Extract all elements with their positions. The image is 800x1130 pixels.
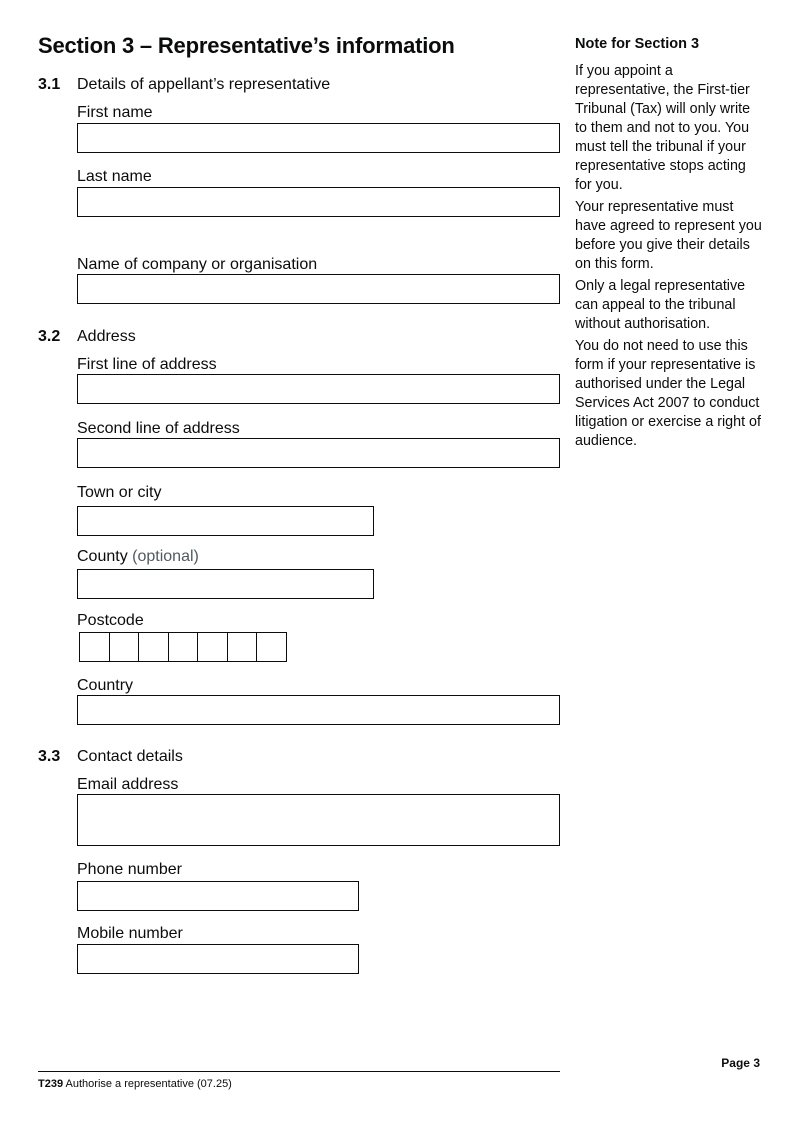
country-field[interactable] [77, 695, 560, 725]
note-paragraph-3: Only a legal representative can appeal to the tribunal without authorisation. [575, 278, 746, 332]
section-number-3-1: 3.1 [38, 76, 61, 93]
footer-form-reference [38, 1078, 232, 1090]
postcode-cell[interactable] [227, 632, 258, 662]
footer-divider [38, 1071, 560, 1072]
county-optional-hint: (optional) [132, 548, 199, 565]
section-title-3-3: Contact details [77, 748, 183, 765]
section-title-3-1: Details of appellant’s representative [77, 76, 331, 93]
email-label: Email address [77, 776, 179, 793]
first-name-label: First name [77, 104, 153, 121]
phone-label: Phone number [77, 861, 182, 878]
phone-field[interactable] [77, 881, 359, 911]
county-label [77, 548, 199, 566]
note-paragraph-4: You do not need to use this form if your representative is authorised under the Legal Services Act 2007 to conduct litigation or exercise a right of audience. [575, 338, 761, 449]
form-code: T239 [38, 1078, 64, 1090]
address-line1-label: First line of address [77, 356, 217, 373]
town-field[interactable] [77, 506, 374, 536]
company-name-field[interactable] [77, 274, 560, 304]
address-line2-label: Second line of address [77, 420, 240, 437]
postcode-field [79, 632, 287, 662]
page-title: Section 3 – Representative’s information [38, 33, 455, 58]
postcode-label: Postcode [77, 612, 144, 629]
postcode-cell[interactable] [197, 632, 228, 662]
note-title: Note for Section 3 [575, 36, 700, 52]
note-paragraph-2: Your representative must have agreed to represent you before you give their details on this form. [575, 199, 762, 272]
town-label: Town or city [77, 484, 162, 501]
postcode-cell[interactable] [138, 632, 169, 662]
email-field[interactable] [77, 794, 560, 846]
county-field[interactable] [77, 569, 374, 599]
note-paragraph-1: If you appoint a representative, the First-tier Tribunal (Tax) will only write to them and not to you. You must tell the tribunal if your representative stops acting for you. [575, 63, 751, 193]
section-number-3-2: 3.2 [38, 328, 61, 345]
postcode-cell[interactable] [168, 632, 199, 662]
section-title-3-2: Address [77, 328, 136, 345]
page-number: Page 3 [721, 1056, 760, 1070]
country-label: Country [77, 677, 134, 694]
address-line1-field[interactable] [77, 374, 560, 404]
company-name-label: Name of company or organisation [77, 256, 318, 273]
mobile-field[interactable] [77, 944, 359, 974]
county-label-text: County [77, 548, 128, 565]
form-title: Authorise a representative (07.25) [65, 1078, 232, 1090]
postcode-cell[interactable] [256, 632, 287, 662]
last-name-field[interactable] [77, 187, 560, 217]
address-line2-field[interactable] [77, 438, 560, 468]
first-name-field[interactable] [77, 123, 560, 153]
postcode-cell[interactable] [79, 632, 110, 662]
mobile-label: Mobile number [77, 925, 183, 942]
postcode-cell[interactable] [109, 632, 140, 662]
section-number-3-3: 3.3 [38, 748, 61, 765]
note-body [575, 62, 765, 454]
last-name-label: Last name [77, 168, 152, 185]
